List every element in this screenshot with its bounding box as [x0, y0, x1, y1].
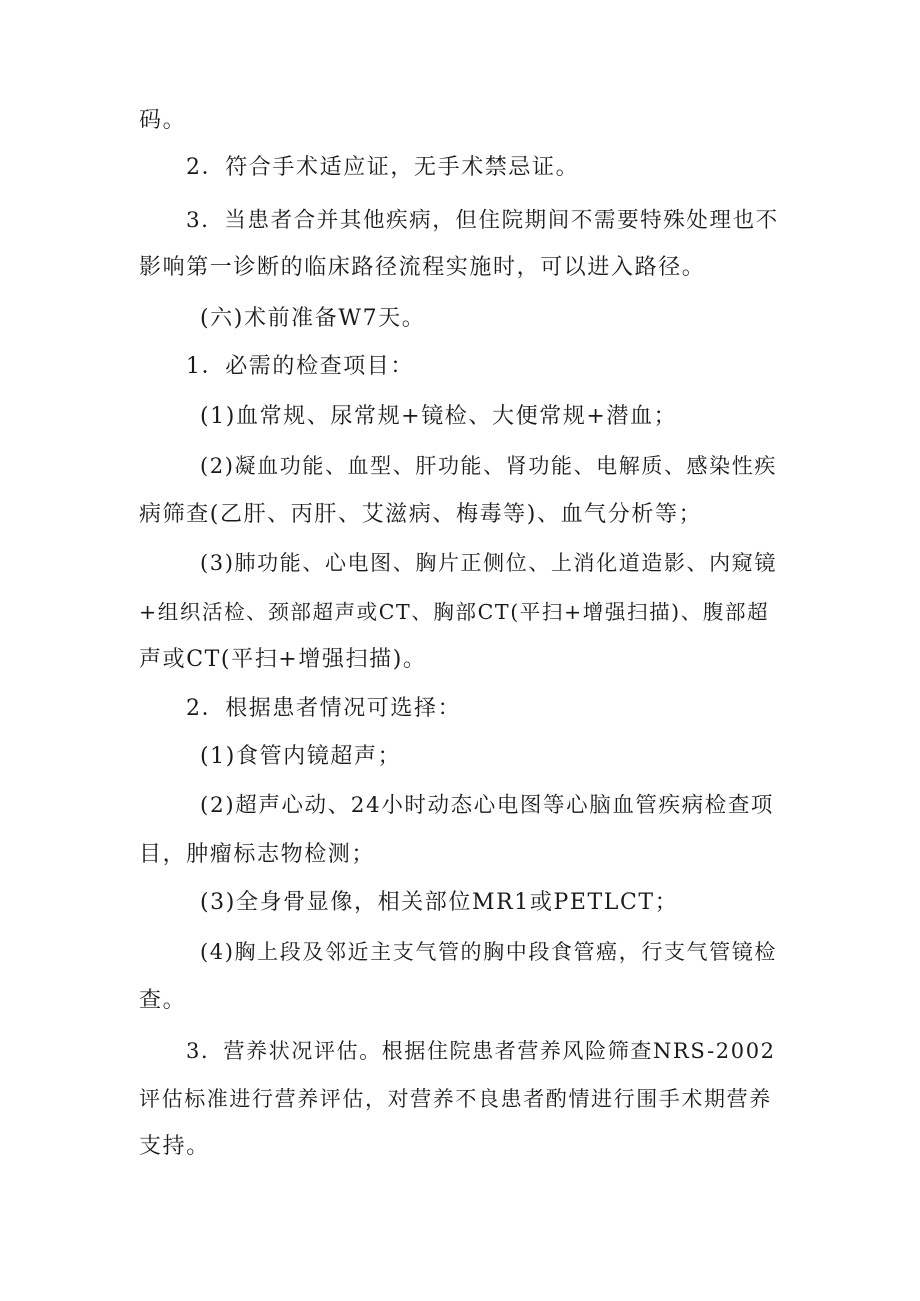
text-line: (2)超声心动、24小时动态心电图等心脑血管疾病检查项 — [200, 793, 775, 818]
text-line: (1)血常规、尿常规+镜检、大便常规+潜血； — [200, 404, 678, 429]
text-line: 3．当患者合并其他疾病，但住院期间不需要特殊处理也不 — [186, 208, 779, 233]
text-line: 3．营养状况评估。根据住院患者营养风险筛查NRS-2002 — [186, 1039, 776, 1063]
text-line: 1．必需的检查项目： — [186, 354, 414, 379]
text-line: (3)全身骨显像，相关部位MR1或PETLCT； — [200, 890, 679, 915]
text-line: 查。 — [139, 988, 187, 1013]
text-line: +组织活检、颈部超声或CT、胸部CT(平扫+增强扫描)、腹部超 — [139, 600, 770, 624]
text-line: 2．根据患者情况可选择： — [186, 696, 462, 721]
text-line: (4)胸上段及邻近主支气管的胸中段食管癌，行支气管镜检 — [200, 940, 777, 964]
text-line: 声或CT(平扫+增强扫描)。 — [139, 647, 427, 672]
text-line: (3)肺功能、心电图、胸片正侧位、上消化道造影、内窥镜 — [200, 551, 777, 575]
text-line: 影响第一诊断的临床路径流程实施时，可以进入路径。 — [139, 255, 706, 280]
text-line: 目，肿瘤标志物检测； — [139, 842, 376, 867]
text-line: (2)凝血功能、血型、肝功能、肾功能、电解质、感染性疾 — [200, 454, 777, 478]
text-line: 支持。 — [139, 1134, 210, 1159]
section-heading: (六)术前准备W7天。 — [200, 306, 426, 331]
text-line: 评估标准进行营养评估，对营养不良患者酌情进行围手术期营养 — [139, 1087, 772, 1111]
text-line: 2．符合手术适应证，无手术禁忌证。 — [186, 155, 580, 180]
text-line: (1)食管内镜超声； — [200, 744, 402, 769]
text-line: 码。 — [139, 108, 187, 133]
text-line: 病筛查(乙肝、丙肝、艾滋病、梅毒等)、血气分析等； — [139, 502, 703, 527]
